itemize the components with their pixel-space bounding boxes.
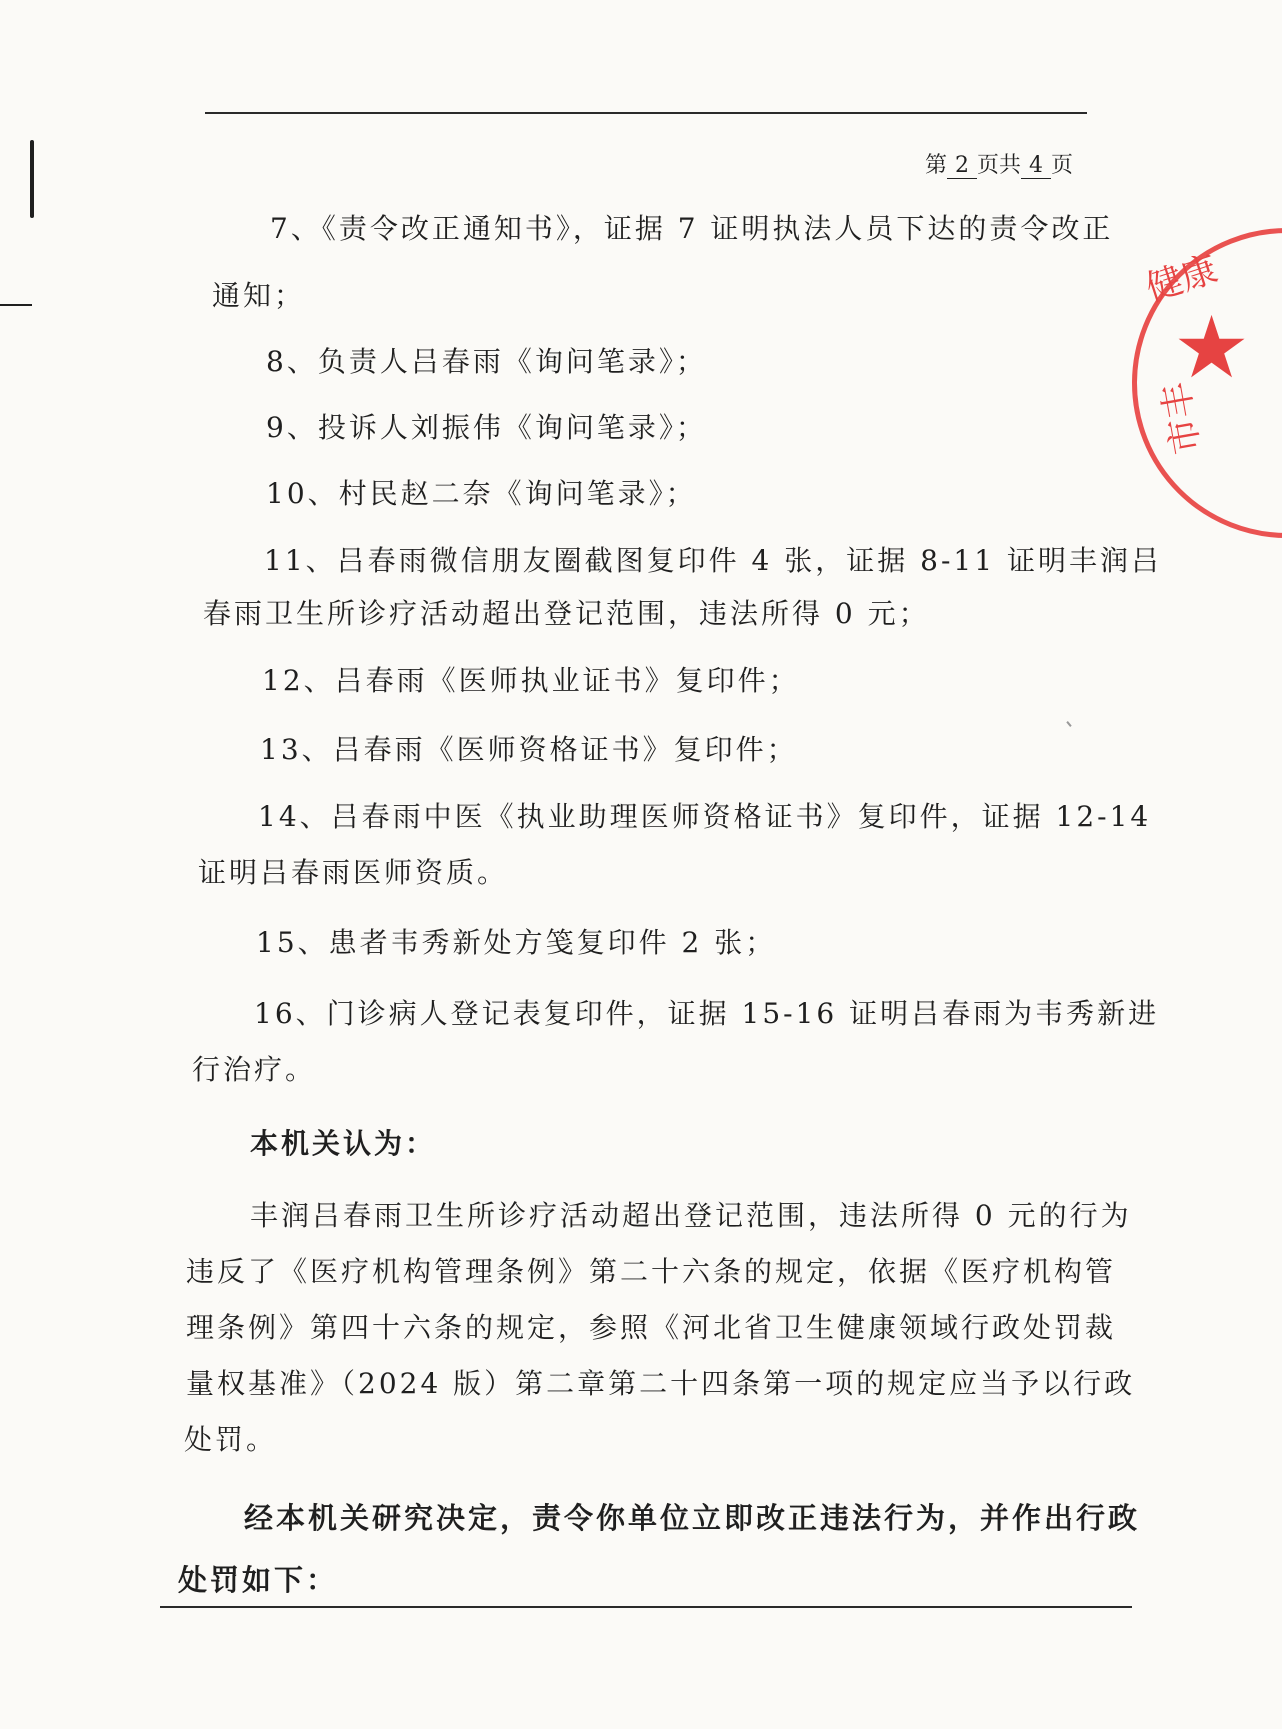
seal-star-icon: ★: [1173, 298, 1251, 398]
official-seal: [1132, 228, 1282, 538]
evidence-item-13: 13、吕春雨《医师资格证书》复印件；: [260, 733, 798, 766]
seal-text-top: 健康: [1141, 248, 1223, 310]
evidence-item-9: 9、投诉人刘振伟《询问笔录》；: [266, 411, 707, 444]
opinion-paragraph-line-5: 处罚。: [184, 1423, 278, 1456]
header-rule: [205, 112, 1087, 114]
evidence-item-7: 7、《责令改正通知书》，证据 7 证明执法人员下达的责令改正: [270, 212, 1114, 245]
footer-rule: [160, 1606, 1132, 1608]
decision-paragraph-line-2: 处罚如下：: [178, 1563, 339, 1597]
opinion-paragraph-line-1: 丰润吕春雨卫生所诊疗活动超出登记范围，违法所得 0 元的行为: [250, 1199, 1132, 1232]
evidence-item-14-cont: 证明吕春雨医师资质。: [198, 856, 509, 889]
evidence-item-11: 11、吕春雨微信朋友圈截图复印件 4 张，证据 8-11 证明丰润吕: [264, 544, 1162, 577]
opinion-paragraph-line-2: 违反了《医疗机构管理条例》第二十六条的规定，依据《医疗机构管: [186, 1255, 1117, 1288]
section-heading-opinion: 本机关认为：: [250, 1127, 437, 1160]
evidence-item-11-cont: 春雨卫生所诊疗活动超出登记范围，违法所得 0 元；: [203, 597, 930, 630]
evidence-item-8: 8、负责人吕春雨《询问笔录》；: [266, 345, 707, 378]
evidence-item-7-cont: 通知；: [212, 279, 306, 312]
seal-text-side: 市丰: [1155, 378, 1209, 457]
page-suffix: 页: [1051, 153, 1074, 178]
evidence-item-16: 16、门诊病人登记表复印件，证据 15-16 证明吕春雨为韦秀新进: [254, 997, 1160, 1030]
page-prefix: 第: [925, 153, 948, 178]
opinion-paragraph-line-3: 理条例》第四十六条的规定，参照《河北省卫生健康领域行政处罚裁: [186, 1311, 1117, 1344]
page-current: 2: [947, 154, 977, 179]
decision-paragraph-line-1: 经本机关研究决定，责令你单位立即改正违法行为，并作出行政: [244, 1501, 1141, 1535]
evidence-item-14: 14、吕春雨中医《执业助理医师资格证书》复印件，证据 12-14: [258, 800, 1152, 833]
opinion-paragraph-line-4: 量权基准》（2024 版）第二章第二十四条第一项的规定应当予以行政: [186, 1367, 1136, 1400]
evidence-item-15: 15、患者韦秀新处方笺复印件 2 张；: [256, 926, 777, 959]
page-number: [925, 148, 1073, 179]
page-middle: 页共: [977, 153, 1022, 178]
scan-edge-mark: [30, 140, 34, 218]
page-total: 4: [1021, 154, 1051, 179]
evidence-item-16-cont: 行治疗。: [192, 1053, 317, 1086]
scan-edge-dash: [0, 304, 32, 306]
evidence-item-10: 10、村民赵二奈《询问笔录》；: [266, 477, 697, 510]
scan-speck: [1066, 721, 1071, 727]
evidence-item-12: 12、吕春雨《医师执业证书》复印件；: [262, 664, 800, 697]
